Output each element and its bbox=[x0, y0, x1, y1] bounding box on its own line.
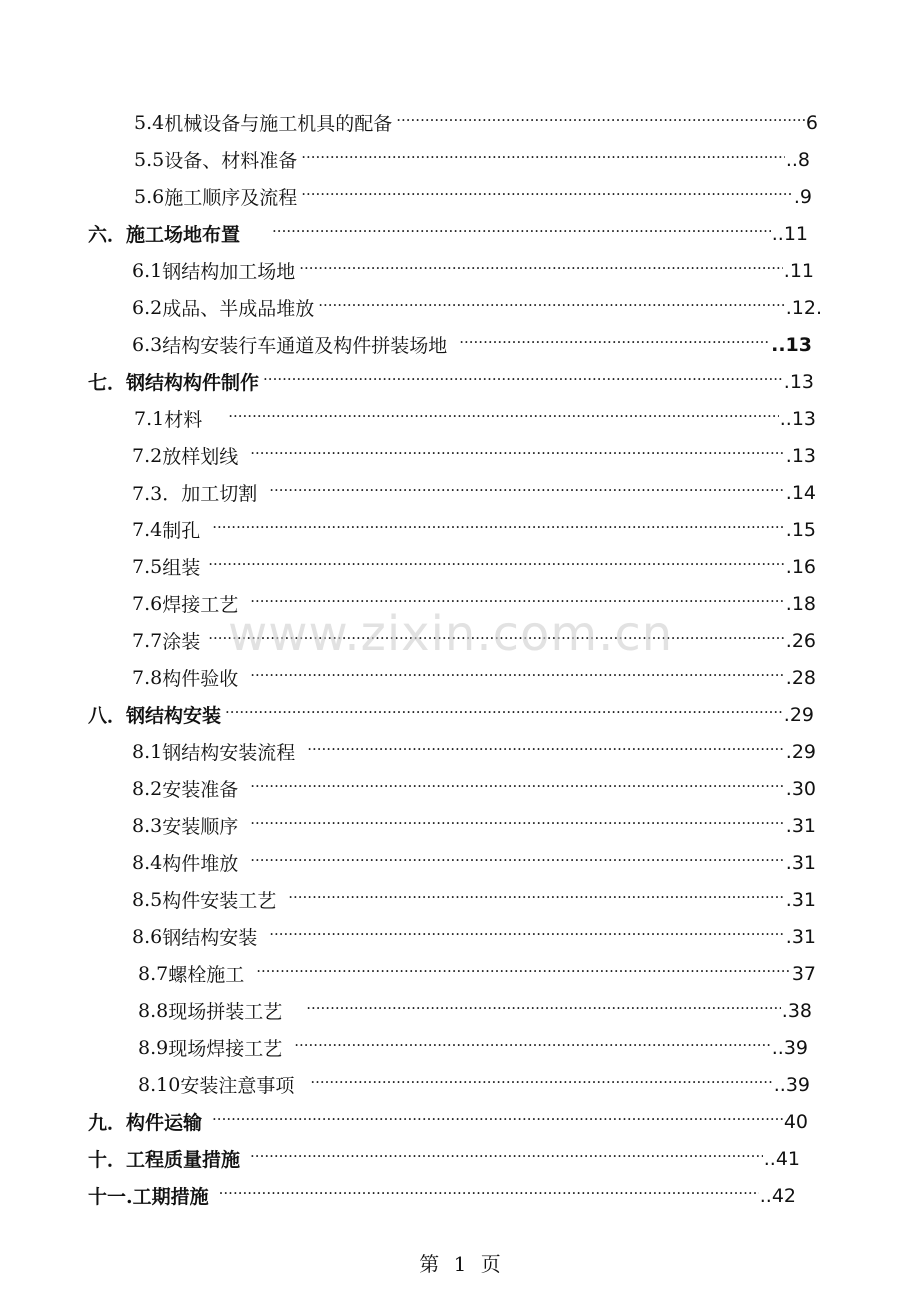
toc-entry-title: 钢结构安装 bbox=[162, 927, 258, 949]
toc-entry[interactable] bbox=[132, 733, 816, 770]
toc-entry[interactable] bbox=[132, 289, 822, 326]
toc-entry-number: 8.2 bbox=[132, 777, 163, 800]
toc-entry-page: .38 bbox=[781, 999, 812, 1022]
toc-dot-leader bbox=[228, 407, 779, 426]
toc-entry-number: 六． bbox=[88, 224, 127, 246]
toc-entry[interactable] bbox=[138, 1029, 808, 1066]
toc-entry-title: 钢结构构件制作 bbox=[126, 372, 260, 394]
toc-entry-page: .15 bbox=[785, 518, 816, 541]
toc-entry[interactable] bbox=[132, 437, 816, 474]
toc-entry-title: 施工顺序及流程 bbox=[164, 187, 298, 209]
toc-entry-title: 涂装 bbox=[162, 631, 201, 653]
toc-dot-leader bbox=[294, 1036, 771, 1055]
toc-dot-leader bbox=[250, 814, 785, 833]
toc-dot-leader bbox=[272, 222, 771, 241]
toc-entry-number: 7.5 bbox=[132, 555, 163, 578]
toc-entry-title: 钢结构加工场地 bbox=[162, 261, 296, 283]
toc-entry-page: .11 bbox=[783, 259, 814, 282]
toc-dot-leader bbox=[310, 1073, 772, 1092]
toc-entry[interactable] bbox=[88, 215, 808, 252]
toc-entry[interactable] bbox=[132, 548, 816, 585]
toc-dot-leader bbox=[250, 1147, 763, 1166]
toc-dot-leader bbox=[307, 740, 785, 759]
toc-entry-number: 5.5 bbox=[134, 148, 165, 171]
toc-entry-page: .16 bbox=[785, 555, 816, 578]
toc-entry-page: .29 bbox=[785, 740, 816, 763]
toc-entry-page: .9 bbox=[793, 185, 812, 208]
toc-entry-page: ..41 bbox=[763, 1147, 800, 1170]
toc-entry-title: 钢结构安装流程 bbox=[162, 742, 296, 764]
toc-entry[interactable] bbox=[88, 1140, 800, 1177]
toc-entry-number: 十一. bbox=[88, 1186, 133, 1208]
toc-entry-page: .14 bbox=[785, 481, 816, 504]
toc-entry[interactable] bbox=[88, 1177, 796, 1214]
toc-entry-number: 5.4 bbox=[134, 111, 165, 134]
toc-entry-number: 7.1 bbox=[134, 407, 165, 430]
toc-entry-page: 6 bbox=[805, 111, 818, 134]
toc-entry-number: 8.6 bbox=[132, 925, 163, 948]
footer-page-number: 1 bbox=[453, 1252, 467, 1276]
toc-entry-title: 材料 bbox=[164, 409, 203, 431]
toc-entry-page: .31 bbox=[785, 925, 816, 948]
toc-entry-number: 8.3 bbox=[132, 814, 163, 837]
toc-entry-title: 安装注意事项 bbox=[180, 1075, 295, 1097]
toc-entry-page: 40 bbox=[783, 1110, 808, 1133]
toc-dot-leader bbox=[250, 666, 785, 685]
toc-entry-page: .18 bbox=[785, 592, 816, 615]
toc-entry-title: 工期措施 bbox=[132, 1186, 209, 1208]
toc-dot-leader bbox=[288, 888, 785, 907]
toc-entry-page: ..42 bbox=[759, 1184, 796, 1207]
toc-entry[interactable] bbox=[88, 696, 814, 733]
toc-entry-number: 8.7 bbox=[138, 962, 169, 985]
toc-dot-leader bbox=[250, 592, 785, 611]
toc-entry-title: 构件验收 bbox=[162, 668, 239, 690]
toc-entry-page: .30 bbox=[785, 777, 816, 800]
toc-entry-page: .31 bbox=[785, 814, 816, 837]
toc-entry[interactable] bbox=[134, 141, 810, 178]
toc-entry-page: .28 bbox=[785, 666, 816, 689]
toc-entry-page: ..39 bbox=[773, 1073, 810, 1096]
toc-entry-title: 施工场地布置 bbox=[126, 224, 241, 246]
toc-dot-leader bbox=[219, 1184, 759, 1203]
toc-entry-title: 制孔 bbox=[162, 520, 201, 542]
toc-entry-page: ..8 bbox=[785, 148, 810, 171]
toc-entry-page: ..13 bbox=[779, 407, 816, 430]
toc-dot-leader bbox=[306, 999, 781, 1018]
toc-entry-title: 工程质量措施 bbox=[126, 1149, 241, 1171]
toc-dot-leader bbox=[212, 1110, 783, 1129]
toc-dot-leader bbox=[250, 851, 785, 870]
toc-dot-leader bbox=[269, 925, 785, 944]
toc-entry-title: 构件堆放 bbox=[162, 853, 239, 875]
toc-entry[interactable] bbox=[132, 326, 812, 363]
toc-dot-leader bbox=[250, 777, 785, 796]
toc-entry-title: 结构安装行车通道及构件拼装场地 bbox=[162, 335, 448, 357]
toc-entry-title: 加工切割 bbox=[181, 483, 258, 505]
toc-entry-number: 6.2 bbox=[132, 296, 163, 319]
toc-entry-title: 机械设备与施工机具的配备 bbox=[164, 113, 393, 135]
toc-entry-title: 现场拼装工艺 bbox=[168, 1001, 283, 1023]
toc-entry[interactable] bbox=[88, 363, 814, 400]
toc-dot-leader bbox=[396, 111, 805, 130]
toc-entry[interactable] bbox=[134, 178, 812, 215]
toc-dot-leader bbox=[301, 185, 793, 204]
toc-entry-title: 构件运输 bbox=[126, 1112, 203, 1134]
toc-entry-title: 构件安装工艺 bbox=[162, 890, 277, 912]
toc-entry-page: .31 bbox=[785, 888, 816, 911]
toc-entry-number: 5.6 bbox=[134, 185, 165, 208]
toc-entry[interactable] bbox=[138, 1066, 810, 1103]
toc-entry[interactable] bbox=[138, 992, 812, 1029]
toc-entry-number: 7.7 bbox=[132, 629, 163, 652]
toc-dot-leader bbox=[225, 703, 783, 722]
toc-entry-number: 7.4 bbox=[132, 518, 163, 541]
toc-dot-leader bbox=[269, 481, 785, 500]
toc-dot-leader bbox=[301, 148, 785, 167]
toc-entry-number: 8.8 bbox=[138, 999, 169, 1022]
toc-entry-title: 现场焊接工艺 bbox=[168, 1038, 283, 1060]
footer-suffix: 页 bbox=[480, 1252, 501, 1276]
toc-entry-page: .31 bbox=[785, 851, 816, 874]
toc-entry-title: 设备、材料准备 bbox=[164, 150, 298, 172]
toc-entry-page: ..11 bbox=[771, 222, 808, 245]
toc-entry-number: 8.4 bbox=[132, 851, 163, 874]
toc-entry[interactable] bbox=[132, 511, 816, 548]
toc-dot-leader bbox=[318, 296, 785, 315]
toc-entry-title: 放样划线 bbox=[162, 446, 239, 468]
toc-entry-number: 7.2 bbox=[132, 444, 163, 467]
toc-dot-leader bbox=[208, 555, 785, 574]
toc-entry-title: 安装准备 bbox=[162, 779, 239, 801]
toc-dot-leader bbox=[256, 962, 791, 981]
toc-entry[interactable] bbox=[132, 807, 816, 844]
toc-entry-number: 十． bbox=[88, 1149, 127, 1171]
toc-dot-leader bbox=[263, 370, 783, 389]
toc-entry-number: 8.5 bbox=[132, 888, 163, 911]
watermark: www.zixin.com.cn bbox=[228, 606, 674, 662]
toc-entry-number: 8.9 bbox=[138, 1036, 169, 1059]
toc-entry-number: 7.3． bbox=[132, 483, 182, 505]
toc-entry-title: 螺栓施工 bbox=[168, 964, 245, 986]
toc-entry-title: 钢结构安装 bbox=[126, 705, 222, 727]
toc-dot-leader bbox=[250, 444, 785, 463]
toc-entry-number: 九． bbox=[88, 1112, 127, 1134]
toc-entry-page: .13 bbox=[785, 444, 816, 467]
toc-entry-page: 37 bbox=[791, 962, 816, 985]
toc-entry-number: 7.6 bbox=[132, 592, 163, 615]
toc-entry-title: 安装顺序 bbox=[162, 816, 239, 838]
toc-entry-number: 6.1 bbox=[132, 259, 163, 282]
toc-entry-number: 七． bbox=[88, 372, 127, 394]
toc-entry-number: 八． bbox=[88, 705, 127, 727]
toc-entry-number: 8.10 bbox=[138, 1073, 181, 1096]
toc-entry[interactable] bbox=[132, 474, 816, 511]
toc-entry-number: 6.3 bbox=[132, 333, 163, 356]
toc-entry[interactable] bbox=[132, 622, 816, 659]
toc-entry-number: 7.8 bbox=[132, 666, 163, 689]
toc-entry-title: 焊接工艺 bbox=[162, 594, 239, 616]
toc-entry[interactable] bbox=[132, 659, 816, 696]
toc-entry-page: ..13 bbox=[771, 333, 812, 356]
toc-entry-page: .13 bbox=[783, 370, 814, 393]
toc-entry[interactable] bbox=[132, 770, 816, 807]
toc-entry[interactable] bbox=[132, 918, 816, 955]
toc-entry[interactable] bbox=[88, 1103, 808, 1140]
toc-entry-page: ..39 bbox=[771, 1036, 808, 1059]
toc-entry[interactable] bbox=[138, 955, 816, 992]
toc-entry-page: .26 bbox=[785, 629, 816, 652]
toc-dot-leader bbox=[208, 629, 785, 648]
toc-entry-number: 8.1 bbox=[132, 740, 163, 763]
toc-entry-title: 成品、半成品堆放 bbox=[162, 298, 315, 320]
toc-entry[interactable] bbox=[132, 585, 816, 622]
toc-entry[interactable] bbox=[132, 252, 814, 289]
toc-dot-leader bbox=[299, 259, 783, 278]
toc-entry[interactable] bbox=[134, 400, 816, 437]
page-footer bbox=[0, 1248, 920, 1277]
toc-entry-title: 组装 bbox=[162, 557, 201, 579]
toc-entry[interactable] bbox=[132, 844, 816, 881]
toc-entry[interactable] bbox=[134, 104, 818, 141]
toc-entry-page: .12. bbox=[785, 296, 822, 319]
toc-dot-leader bbox=[459, 333, 770, 352]
toc-dot-leader bbox=[212, 518, 785, 537]
toc-entry-page: .29 bbox=[783, 703, 814, 726]
toc-entry[interactable] bbox=[132, 881, 816, 918]
footer-prefix: 第 bbox=[419, 1252, 440, 1276]
